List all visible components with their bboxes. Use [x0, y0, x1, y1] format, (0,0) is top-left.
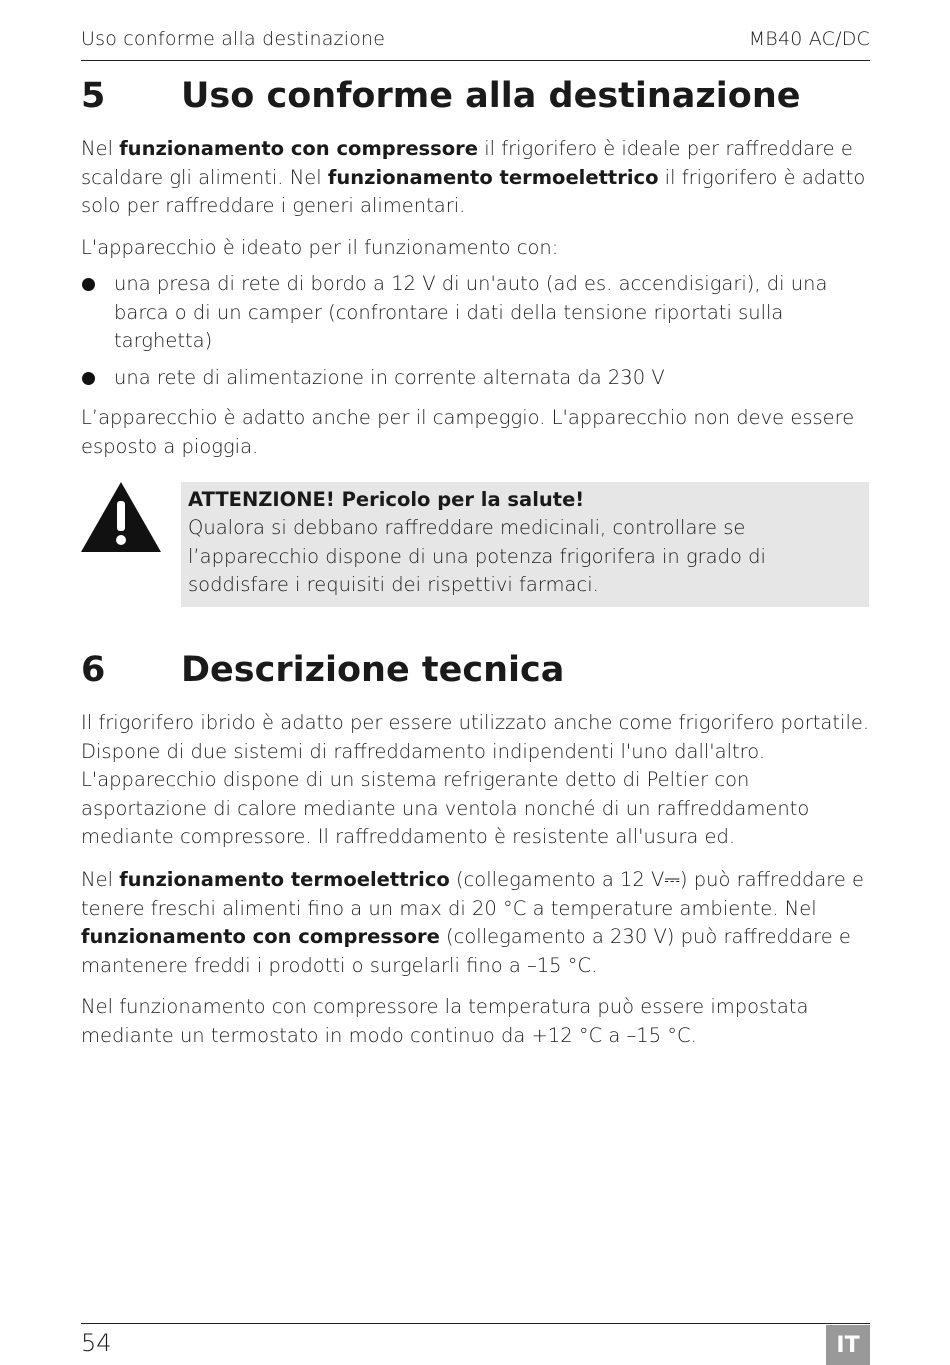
section-6-number: 6	[81, 650, 106, 690]
page-number: 54	[81, 1329, 112, 1357]
bullet-icon	[82, 372, 95, 385]
warning-box	[181, 482, 869, 607]
section-6-title: Descrizione tecnica	[181, 650, 565, 690]
bold-term: funzionamento termoelettrico	[119, 868, 450, 891]
bold-term: funzionamento con compressore	[119, 137, 479, 160]
language-badge: IT	[826, 1325, 870, 1365]
section-5-paragraph-3: L’apparecchio è adatto anche per il campeggio. L'apparecchio non deve essere esposto a pioggia.	[81, 406, 855, 458]
section-5-heading	[81, 76, 881, 116]
warning-title: ATTENZIONE! Pericolo per la salute!	[188, 488, 585, 511]
bullet-icon	[82, 278, 95, 291]
page-header	[81, 28, 870, 61]
section-6-paragraph-2: Nel funzionamento termoelettrico (collegamento a 12 V⎓) può raffreddare e tenere freschi alimenti fino a un max di 20 °C a temperature ambiente. Nel funzionamento con compressore (collegamento a 230 V) può raffreddare e mantenere freddi i prodotti o surgelarli fino a –15 °C.	[81, 868, 865, 977]
header-model-name: MB40 AC/DC	[748, 28, 870, 50]
warning-triangle-icon	[80, 481, 162, 553]
section-6-paragraph-1: Il frigorifero ibrido è adatto per essere utilizzato anche come frigorifero portatile. Dispone di due sistemi di raffreddamento indipendenti l'uno dall'altro. L'apparecchio dispone di un sistema refrigerante detto di Peltier con asportazione di calore mediante una ventola nonché di un raffreddamento mediante compressore. Il raffreddamento è resistente all'usura ed.	[81, 711, 870, 848]
section-6-paragraph-3: Nel funzionamento con compressore la temperatura può essere impostata mediante un termostato in modo continuo da +12 °C a –15 °C.	[81, 995, 809, 1047]
section-5-paragraph-2: L'apparecchio è ideato per il funzionamento con:	[81, 236, 559, 259]
header-section-title: Uso conforme alla destinazione	[81, 28, 386, 50]
bold-term: funzionamento con compressore	[81, 925, 440, 948]
section-5-paragraph-1: Nel funzionamento con compressore il frigorifero è ideale per raffreddare e scaldare gli alimenti. Nel funzionamento termoelettrico il frigorifero è adatto solo per raffreddare i generi alimentari.	[81, 137, 866, 217]
section-5-number: 5	[81, 76, 106, 116]
power-source-list	[81, 270, 871, 400]
section-5-title: Uso conforme alla destinazione	[181, 76, 801, 116]
list-item: una rete di alimentazione in corrente alternata da 230 V	[81, 364, 871, 393]
bold-term: funzionamento termoelettrico	[327, 165, 659, 189]
list-item: una presa di rete di bordo a 12 V di un'auto (ad es. accendisigari), di una barca o di un camper (confrontare i dati della tensione riportati sulla targhetta)	[81, 270, 871, 356]
footer-divider	[81, 1323, 870, 1324]
warning-text: Qualora si debbano raffreddare medicinali, controllare se l’apparecchio dispone di una potenza frigorifera in grado di soddisfare i requisiti dei rispettivi farmaci.	[188, 516, 766, 596]
section-6-heading	[81, 650, 881, 690]
